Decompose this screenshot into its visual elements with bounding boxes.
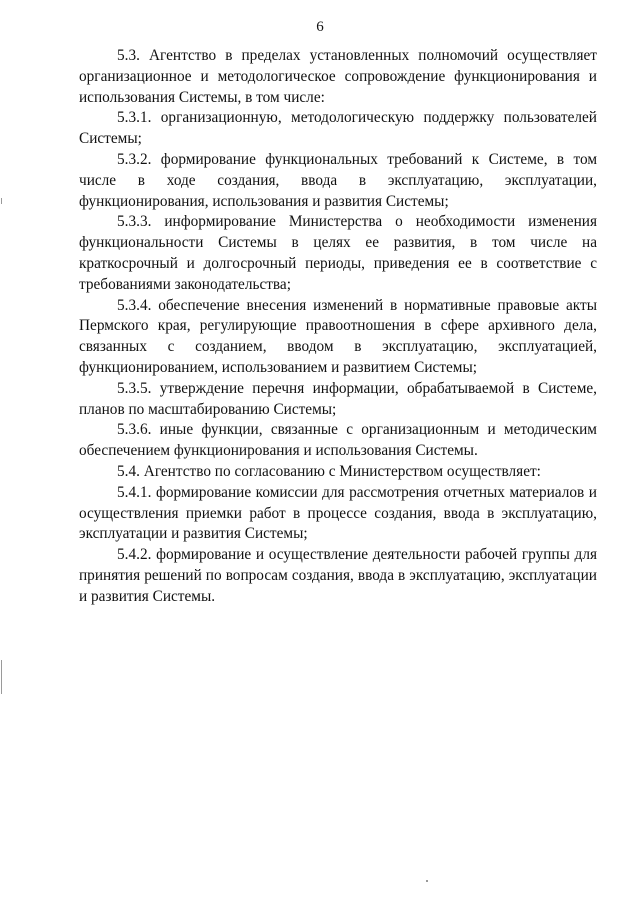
scan-speck: [426, 880, 428, 882]
paragraph-5-3-2: 5.3.2. формирование функциональных требований к Системе, в том числе в ходе создания, ввода в эксплуатацию, эксплуатации, функционирования, использования и развития Системы;: [79, 150, 597, 210]
paragraph-5-4: 5.4. Агентство по согласованию с Министерством осуществляет:: [117, 462, 541, 480]
document-body: [79, 46, 597, 608]
paragraph-5-3-5: 5.3.5. утверждение перечня информации, обрабатываемой в Системе, планов по масштабированию Системы;: [79, 379, 597, 418]
paragraph-5-4-1: 5.4.1. формирование комиссии для рассмотрения отчетных материалов и осуществления приемки работ в процессе создания, ввода в эксплуатацию, эксплуатации и развития Системы;: [79, 483, 597, 543]
paragraph-5-3-6: 5.3.6. иные функции, связанные с организационным и методическим обеспечением функционирования и использования Системы.: [79, 421, 597, 460]
paragraph-5-3: 5.3. Агентство в пределах установленных полномочий осуществляет организационное и методологическое сопровождение функционирования и использования Системы, в том числе:: [79, 47, 597, 106]
paragraph-5-4-2: 5.4.2. формирование и осуществление деятельности рабочей группы для принятия решений по вопросам создания, ввода в эксплуатацию, эксплуатации и развития Системы.: [79, 546, 597, 605]
paragraph-5-3-1: 5.3.1. организационную, методологическую поддержку пользователей Системы;: [79, 109, 597, 148]
page-number: 6: [316, 19, 324, 35]
paragraph-5-3-3: 5.3.3. информирование Министерства о необходимости изменения функциональности Системы в целях ее развития, в том числе на краткосрочный и долгосрочный периоды, приведения ее в соответствие с требованиями законодательства;: [79, 213, 597, 293]
scan-margin-mark: [1, 198, 2, 204]
paragraph-5-3-4: 5.3.4. обеспечение внесения изменений в нормативные правовые акты Пермского края, регулирующие правоотношения в сфере архивного дела, связанных с созданием, вводом в эксплуатацию, эксплуатацией, функционированием, использованием и развитием Системы;: [79, 296, 597, 376]
scan-margin-mark: [1, 660, 2, 694]
